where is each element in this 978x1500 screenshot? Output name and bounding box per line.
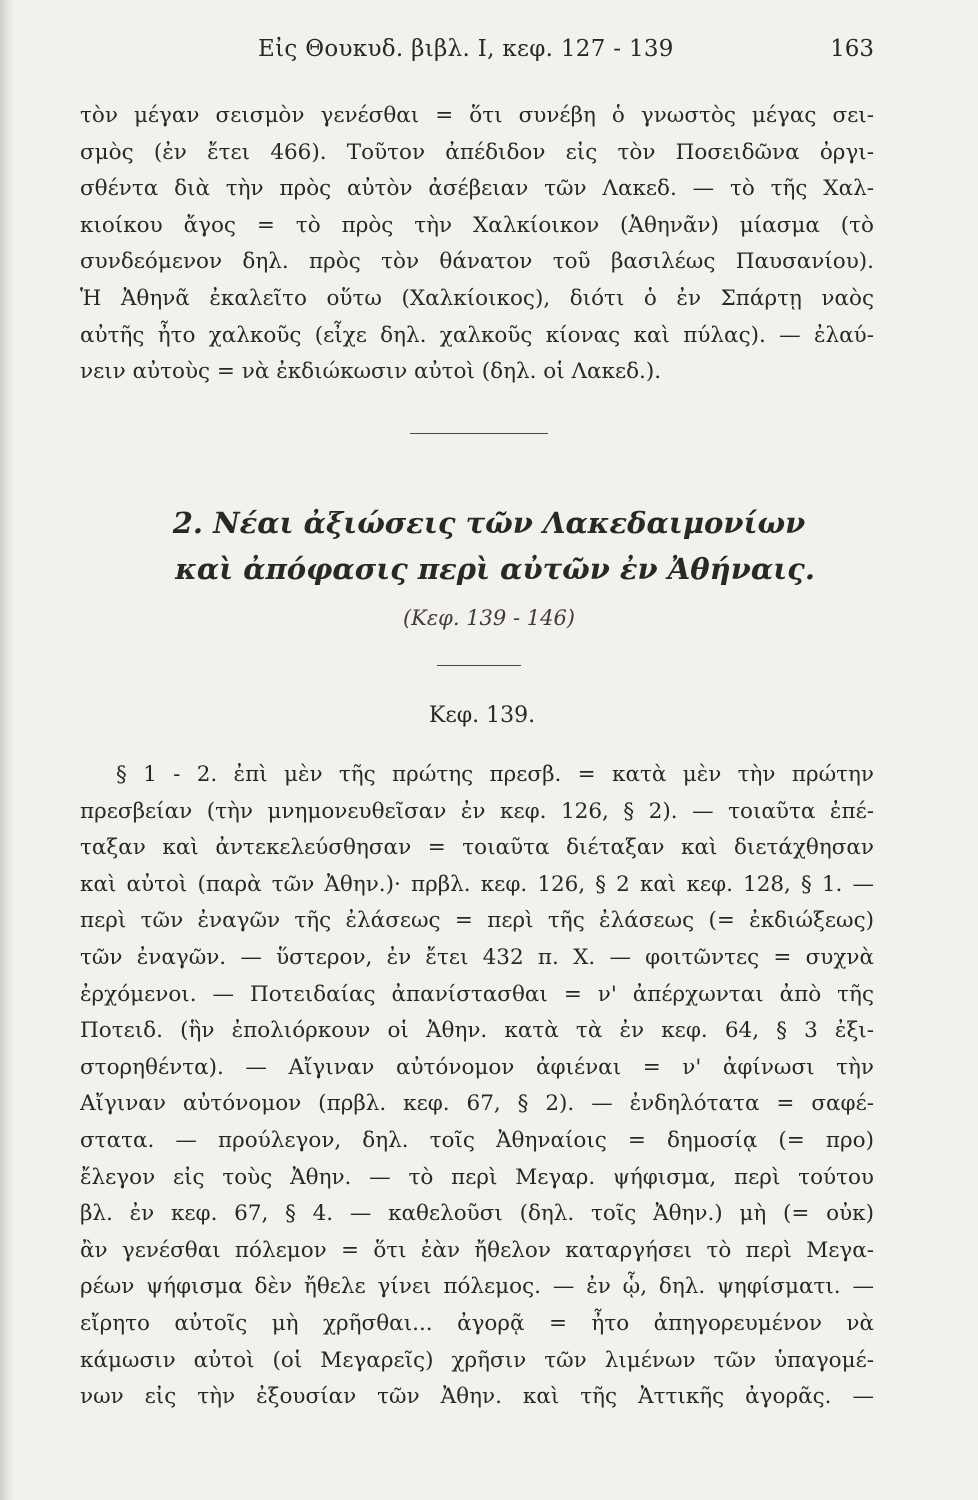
text-line: Ποτειδ. (ἣν ἐπολιόρκουν οἱ Ἀθην. κατὰ τὰ ἐν κεφ. 64, § 3 ἐξι-: [80, 1018, 874, 1044]
section-heading-line-1: 2. Νέαι ἀξιώσεις τῶν Λακεδαιμονίων: [172, 506, 806, 540]
text-line: καὶ αὐτοὶ (παρὰ τῶν Ἀθην.)· πρβλ. κεφ. 126, § 2 καὶ κεφ. 128, § 1. —: [80, 871, 874, 897]
text-line: βλ. ἐν κεφ. 67, § 4. — καθελοῦσι (δηλ. τοῖς Ἀθην.) μὴ (= οὐκ): [80, 1201, 874, 1227]
text-line: § 1 - 2. ἐπὶ μὲν τῆς πρώτης πρεσβ. = κατὰ μὲν τὴν πρώτην: [116, 762, 874, 787]
chapter-label: Κεφ. 139.: [428, 703, 536, 728]
page-number: 163: [830, 36, 874, 62]
section-divider-top: [410, 433, 548, 434]
section-divider-bottom: [437, 665, 521, 666]
text-line: στορηθέντα). — Αἴγιναν αὐτόνομον ἀφιέναι = ν' ἀφίνωσι τὴν: [80, 1054, 874, 1080]
text-line: ταξαν καὶ ἀντεκελεύσθησαν = τοιαῦτα διέταξαν καὶ διετάχθησαν: [80, 835, 874, 861]
text-line: ἔλεγον εἰς τοὺς Ἀθην. — τὸ περὶ Μεγαρ. ψήφισμα, περὶ τούτου: [80, 1164, 874, 1190]
text-line: νειν αὐτοὺς = νὰ ἐκδιώκωσιν αὐτοὶ (δηλ. οἱ Λακεδ.).: [80, 359, 662, 385]
text-line: Ἡ Ἀθηνᾶ ἐκαλεῖτο οὕτω (Χαλκίοικος), διότι ὁ ἐν Σπάρτῃ ναὸς: [80, 285, 874, 311]
text-line: εἴρητο αὐτοῖς μὴ χρῆσθαι... ἀγορᾷ = ἦτο ἀπηγορευμένον νὰ: [80, 1310, 874, 1336]
text-line: σθέντα διὰ τὴν πρὸς αὐτὸν ἀσέβειαν τῶν Λακεδ. — τὸ τῆς Χαλ-: [80, 176, 874, 202]
text-line: ἐρχόμενοι. — Ποτειδαίας ἀπανίστασθαι = ν' ἀπέρχωνται ἀπὸ τῆς: [80, 981, 874, 1007]
text-line: πρεσβείαν (τὴν μνημονευθεῖσαν ἐν κεφ. 126, § 2). — τοιαῦτα ἐπέ-: [80, 798, 874, 824]
text-line: τὸν μέγαν σεισμὸν γενέσθαι = ὅτι συνέβη ὁ γνωστὸς μέγας σει-: [80, 103, 874, 128]
commentary-paragraph: [80, 757, 874, 1416]
running-title: Εἰς Θουκυδ. βιβλ. I, κεφ. 127 - 139: [258, 36, 674, 62]
text-line: αὐτῆς ἦτο χαλκοῦς (εἶχε δηλ. χαλκοῦς κίονας καὶ πύλας). — ἐλαύ-: [80, 322, 874, 348]
text-line: περὶ τῶν ἐναγῶν τῆς ἐλάσεως = περὶ τῆς ἐλάσεως (= ἐκδιώξεως): [80, 908, 874, 934]
text-line: τῶν ἐναγῶν. — ὕστερον, ἐν ἔτει 432 π. Χ. — φοιτῶντες = συχνὰ: [80, 944, 874, 970]
text-line: νων εἰς τὴν ἐξουσίαν τῶν Ἀθην. καὶ τῆς Ἀττικῆς ἀγορᾶς. —: [80, 1384, 874, 1410]
chapter-range: (Κεφ. 139 - 146): [402, 606, 575, 630]
section-heading-line-2: καὶ ἀπόφασις περὶ αὐτῶν ἐν Ἀθήναις.: [175, 552, 815, 586]
text-line: ρέων ψήφισμα δὲν ἤθελε γίνει πόλεμος. — ἐν ᾧ, δηλ. ψηφίσματι. —: [80, 1274, 874, 1300]
text-line: συνδεόμενον δηλ. πρὸς τὸν θάνατον τοῦ βασιλέως Παυσανίου).: [80, 249, 874, 275]
text-line: στατα. — προύλεγον, δηλ. τοῖς Ἀθηναίοις = δημοσίᾳ (= προ): [80, 1127, 874, 1153]
text-line: κάμωσιν αὐτοὶ (οἱ Μεγαρεῖς) χρῆσιν τῶν λιμένων τῶν ὑπαγομέ-: [80, 1347, 874, 1373]
scan-edge-shadow: [0, 0, 14, 1500]
text-line: σμὸς (ἐν ἔτει 466). Τοῦτον ἀπέδιδον εἰς τὸν Ποσειδῶνα ὀργι-: [80, 139, 874, 165]
intro-paragraph: [80, 98, 874, 391]
running-header: [0, 36, 978, 70]
text-line: κιοίκου ἄγος = τὸ πρὸς τὴν Χαλκίοικον (Ἀθηνᾶν) μίασμα (τὸ: [80, 212, 874, 238]
text-line: Αἴγιναν αὐτόνομον (πρβλ. κεφ. 67, § 2). — ἐνδηλότατα = σαφέ-: [80, 1091, 874, 1117]
text-line: ἂν γενέσθαι πόλεμον = ὅτι ἐὰν ἤθελον καταργήσει τὸ περὶ Μεγα-: [80, 1237, 874, 1263]
